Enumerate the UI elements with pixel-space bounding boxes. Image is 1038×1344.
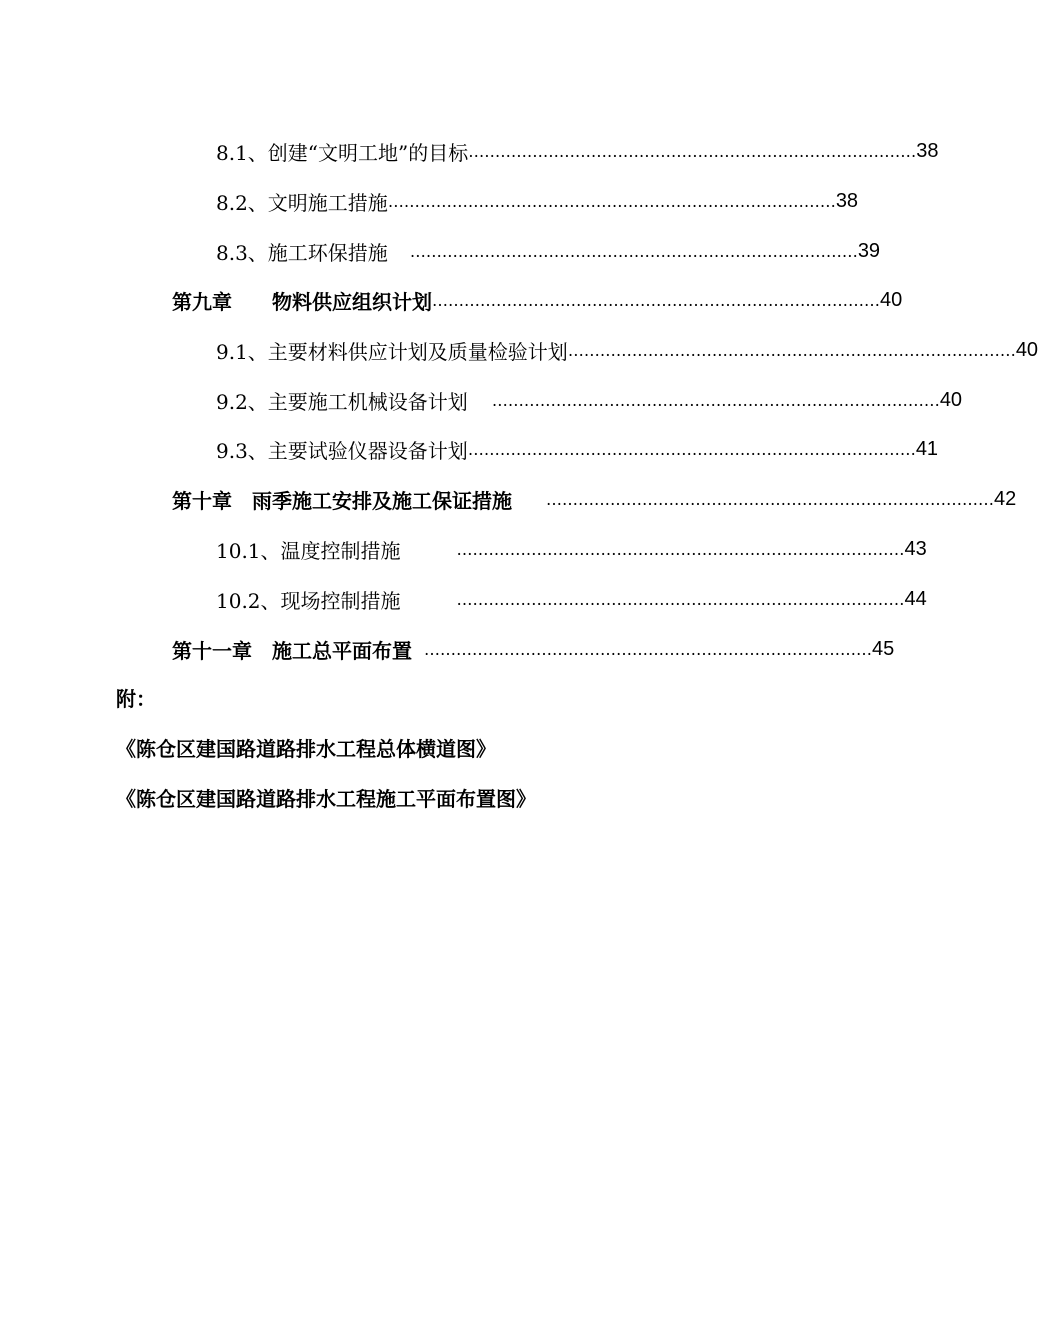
toc-chapter-entry bbox=[172, 634, 895, 664]
toc-leader-dots: ………………………………………………………………………… bbox=[467, 439, 916, 459]
toc-entry-title: 10.2、现场控制措施 bbox=[216, 588, 401, 613]
toc-leader-dots: ………………………………………………………………………… bbox=[387, 191, 836, 211]
attachment-item: 《陈仓区建国路道路排水工程施工平面布置图》 bbox=[116, 787, 536, 811]
toc-chapter-entry bbox=[172, 285, 903, 315]
toc-entry bbox=[216, 186, 859, 216]
toc-entry-title: 10.1、温度控制措施 bbox=[216, 538, 401, 563]
toc-entry-page: 38 bbox=[916, 139, 939, 162]
toc-leader-dots: ………………………………………………………………………… bbox=[567, 340, 1016, 360]
toc-leader-dots: ………………………………………………………………………… bbox=[432, 290, 880, 310]
attachment-item: 《陈仓区建国路道路排水工程总体横道图》 bbox=[116, 737, 496, 761]
toc-entry-page: 45 bbox=[872, 637, 895, 660]
toc-entry-page: 44 bbox=[904, 587, 927, 610]
toc-entry bbox=[216, 136, 939, 166]
toc-entry bbox=[216, 434, 939, 464]
toc-entry-title: 9.2、主要施工机械设备计划 bbox=[216, 389, 468, 414]
toc-entry bbox=[216, 236, 881, 266]
toc-entry-title: 8.1、创建“文明工地”的目标 bbox=[216, 140, 469, 165]
toc-leader-dots: ………………………………………………………………………… bbox=[456, 589, 905, 609]
toc-leader-dots: ………………………………………………………………………… bbox=[424, 639, 872, 659]
toc-leader-dots: ………………………………………………………………………… bbox=[546, 489, 994, 509]
toc-leader-dots: ………………………………………………………………………… bbox=[468, 141, 917, 161]
toc-entry bbox=[216, 335, 1038, 365]
toc-entry-page: 38 bbox=[835, 189, 859, 212]
toc-entry-title: 9.1、主要材料供应计划及质量检验计划 bbox=[216, 339, 568, 364]
toc-chapter-entry bbox=[172, 484, 1017, 514]
toc-entry bbox=[216, 385, 963, 415]
toc-entry bbox=[216, 584, 927, 614]
toc-entry-page: 39 bbox=[857, 239, 881, 262]
toc-leader-dots: ………………………………………………………………………… bbox=[409, 241, 858, 261]
toc-entry bbox=[216, 534, 927, 564]
toc-entry-page: 42 bbox=[994, 487, 1017, 510]
toc-entry-page: 41 bbox=[915, 437, 939, 460]
toc-entry-title: 第九章 物料供应组织计划 bbox=[172, 289, 432, 314]
toc-leader-dots: ………………………………………………………………………… bbox=[491, 390, 940, 410]
toc-entry-title: 9.3、主要试验仪器设备计划 bbox=[216, 438, 468, 463]
toc-entry-title: 8.3、施工环保措施 bbox=[216, 240, 388, 265]
toc-leader-dots: ………………………………………………………………………… bbox=[456, 539, 905, 559]
toc-entry-title: 8.2、文明施工措施 bbox=[216, 190, 388, 215]
attachments-heading: 附： bbox=[116, 687, 156, 711]
toc-entry-page: 40 bbox=[880, 288, 903, 311]
toc-entry-title: 第十章 雨季施工安排及施工保证措施 bbox=[172, 488, 512, 513]
toc-entry-page: 40 bbox=[1015, 338, 1038, 361]
toc-entry-page: 43 bbox=[904, 537, 927, 560]
toc-entry-title: 第十一章 施工总平面布置 bbox=[172, 638, 412, 663]
toc-entry-page: 40 bbox=[939, 388, 963, 411]
